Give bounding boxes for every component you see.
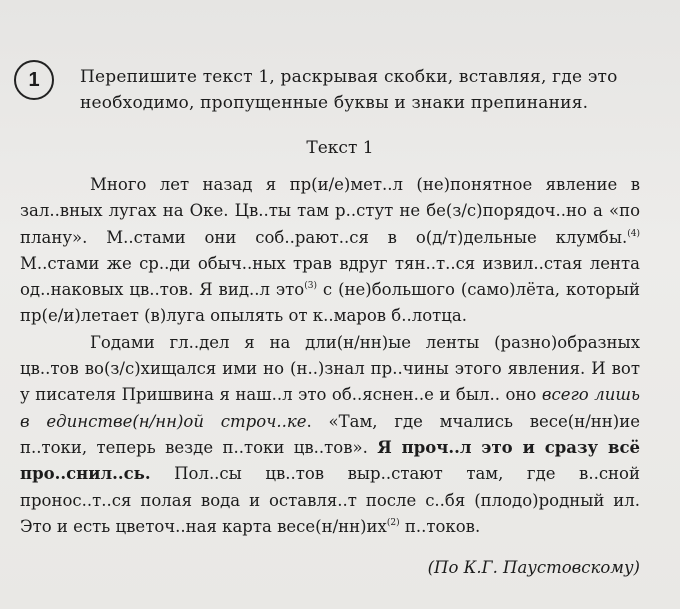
footnote-4: (4) (627, 228, 640, 239)
p2-bold-sentence: Я проч..л это и сразу всё про..снил..сь. (20, 437, 640, 484)
p2-sentence-2: . «Там, где мчались весе(н/нн)ие п..токи, теперь везде п..токи цв..тов». (20, 411, 640, 457)
p1-sentence-2: М..стами же ср..ди обыч..ных трав вдруг тян..т..ся извил..стая лента од..наковых цв..тов. Я вид..л это (20, 253, 640, 300)
footnote-2: (2) (386, 517, 400, 528)
task-number-badge (14, 60, 54, 100)
footnote-3: (3) (304, 281, 317, 292)
text-body (20, 172, 640, 540)
paragraph-1 (20, 172, 640, 330)
p2-sentence-4: п..токов. (399, 516, 481, 536)
p2-sentence-1: Годами гл..дел я на дли(н/нн)ые ленты (разно)образных цв..тов во(з/с)хищался ими но (н..)знал пр..чины этого явления. И вот у писателя Пришвина я наш..л это об..яснен..е и был.. оно (20, 332, 640, 405)
p2-italic-phrase: всего лишь в единстве(н/нн)ой строч..ке (20, 385, 640, 431)
task-number: 1 (28, 68, 40, 91)
text-title: Текст 1 (306, 138, 374, 158)
p1-sentence-1: Много лет назад я пр(и/е)мет..л (не)понятное явление в зал..вных лугах на Оке. Цв..ты там р..стут не бе(з/с)порядоч..но а «по плану». М..стами они соб..рают..ся в о(д/т)дельные клумбы. (20, 175, 640, 247)
p2-sentence-3: Пол..сы цв..тов выр..стают там, где в..сной пронос..т..ся полая вода и оставля..т после с..бя (плодо)родный ил. Это и есть цветоч..ная карта весе(н/нн)их (20, 464, 640, 536)
text-source: (По К.Г. Паустовскому) (427, 558, 640, 577)
p1-sentence-3: с (не)большого (само)лёта, который пр(е/и)летает (в)луга опылять от к..маров б..лотца. (20, 280, 640, 326)
paragraph-2 (20, 330, 640, 540)
task-instruction: Перепишите текст 1, раскрывая скобки, вставляя, где это необходимо, пропущенные буквы и знаки препинания. (80, 67, 618, 113)
